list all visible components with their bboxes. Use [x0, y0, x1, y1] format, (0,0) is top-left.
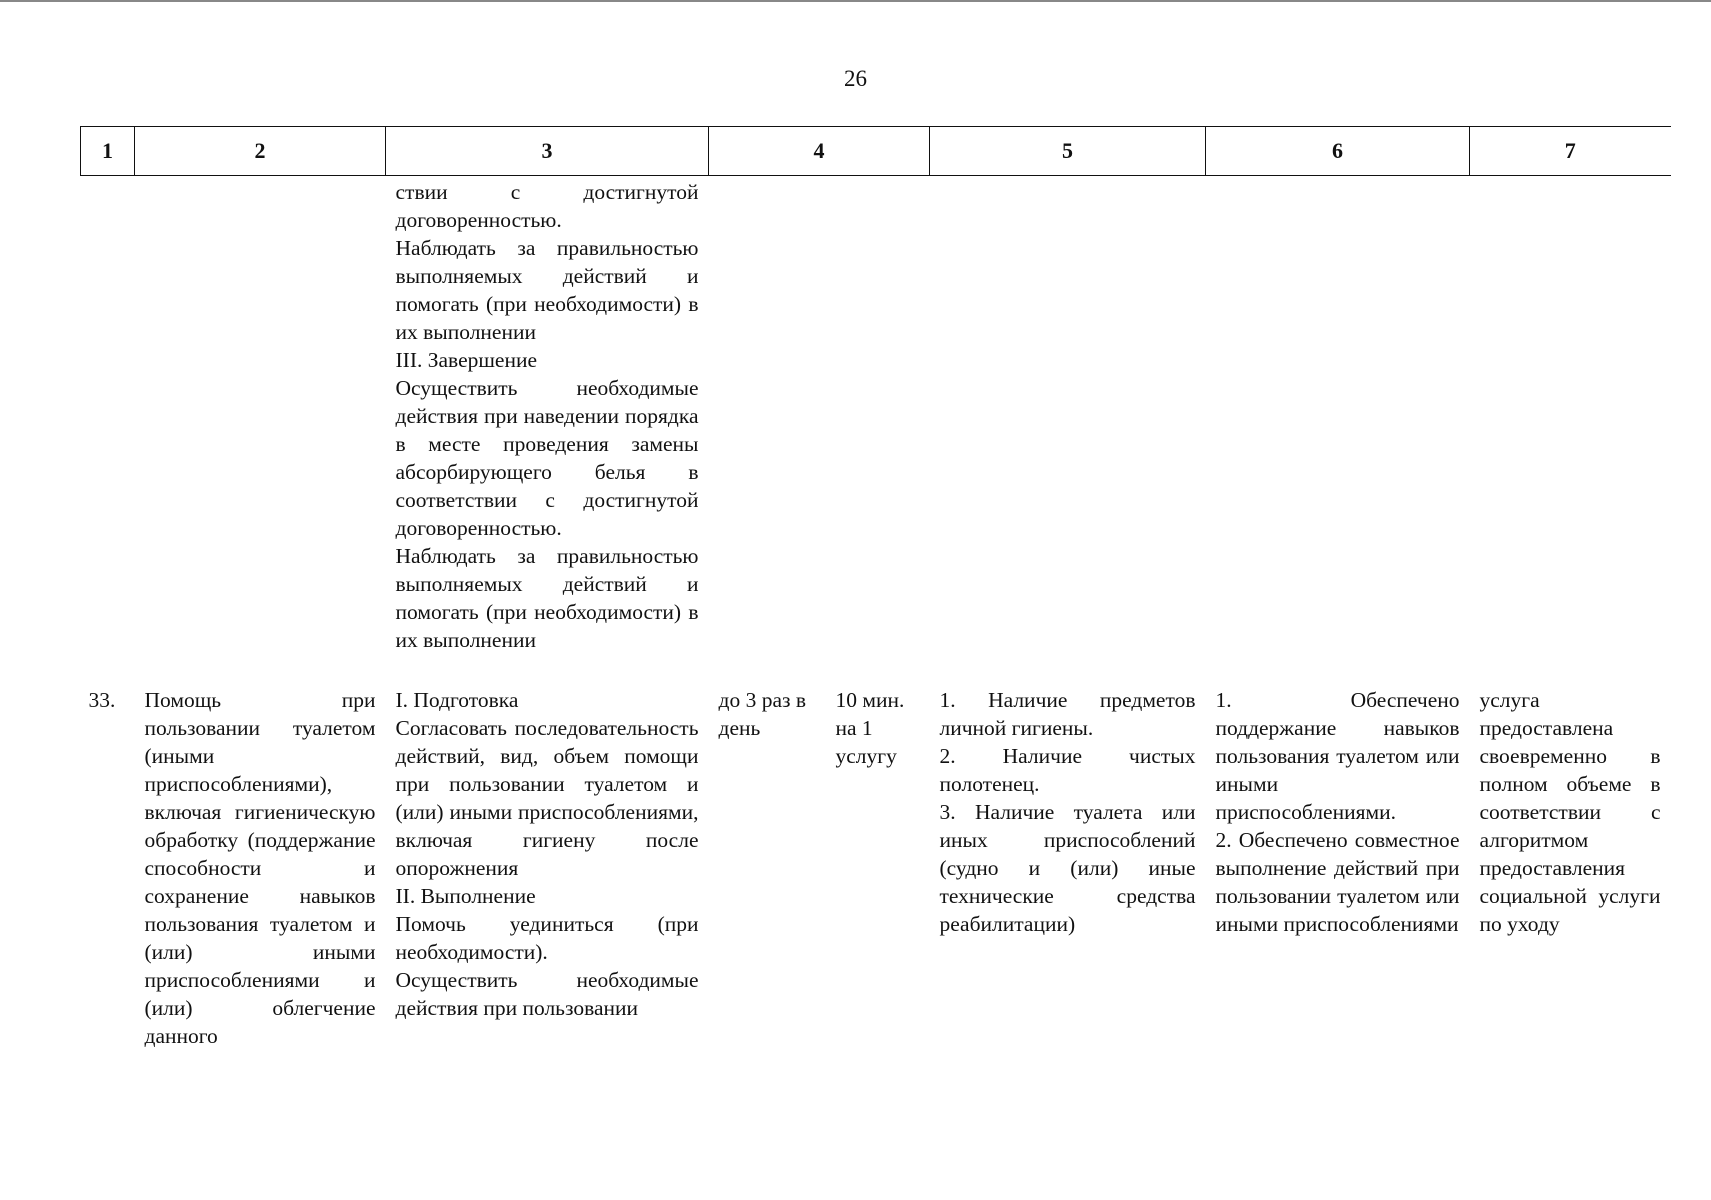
continuation-procedure-cell: [386, 176, 709, 677]
results-cell: [1206, 676, 1470, 1050]
table-row-33: [81, 676, 1671, 1050]
procedure-section-heading: II. Выполнение: [395, 884, 536, 908]
table-row-continuation: [81, 176, 1671, 677]
procedure-section-heading: I. Подготовка: [395, 688, 519, 712]
procedure-paragraph: Осуществить необходимые действия при пользовании: [395, 968, 699, 1020]
procedure-paragraph: Наблюдать за правильностью выполняемых действий и помогать (при необходимости) в их выполнении: [395, 544, 699, 652]
header-col-2: 2: [135, 127, 386, 176]
procedure-paragraph: Наблюдать за правильностью выполняемых действий и помогать (при необходимости) в их выполнении: [395, 236, 699, 344]
conditions-cell: [930, 676, 1206, 1050]
procedure-paragraph: Согласовать последовательность действий, вид, объем помощи при пользовании туалетом и (или) иными приспособлениями, включая гигиену после опорожнения: [395, 716, 699, 880]
header-col-6: 6: [1206, 127, 1470, 176]
result-item: 1. Обеспечено поддержание навыков пользования туалетом или иными приспособлениями.: [1215, 688, 1460, 824]
table-header: [81, 127, 1671, 176]
condition-item: 1. Наличие предметов личной гигиены.: [939, 688, 1196, 740]
service-name-cell: Помощь при пользовании туалетом (иными приспособлениями), включая гигиеническую обработку (поддержание способности и сохранение навыков пользования туалетом и (или) иными приспособлениями и (или) облегчение данного: [144, 688, 376, 1048]
header-col-7: 7: [1470, 127, 1671, 176]
header-col-4: 4: [709, 127, 930, 176]
condition-item: 2. Наличие чистых полотенец.: [939, 744, 1196, 796]
services-table: [80, 126, 1671, 1050]
page-number: 26: [844, 66, 867, 91]
duration-cell: 10 мин. на 1 услугу: [835, 688, 905, 768]
header-col-5: 5: [930, 127, 1206, 176]
frequency-cell: до 3 раз в день: [718, 688, 807, 740]
assessment-cell: услуга предоставлена своевременно в полном объеме в соответствии с алгоритмом предоставления социальной услуги по уходу: [1479, 688, 1661, 936]
procedure-section-heading: III. Завершение: [395, 348, 538, 372]
procedure-paragraph: Осуществить необходимые действия при наведении порядка в месте проведения замены абсорбирующего белья в соответствии с достигнутой договоренностью.: [395, 376, 699, 540]
header-col-3: 3: [386, 127, 709, 176]
header-col-1: 1: [81, 127, 135, 176]
procedure-paragraph: ствии с достигнутой договоренностью.: [395, 180, 699, 232]
top-scan-edge: [0, 0, 1711, 2]
result-item: 2. Обеспечено совместное выполнение действий при пользовании туалетом или иными приспособлениями: [1215, 828, 1460, 936]
procedure-cell: [386, 676, 709, 1050]
condition-item: 3. Наличие туалета или иных приспособлений (судно и (или) иные технические средства реабилитации): [939, 800, 1196, 936]
procedure-paragraph: Помочь уединиться (при необходимости).: [395, 912, 699, 964]
row-number: 33.: [88, 688, 116, 712]
